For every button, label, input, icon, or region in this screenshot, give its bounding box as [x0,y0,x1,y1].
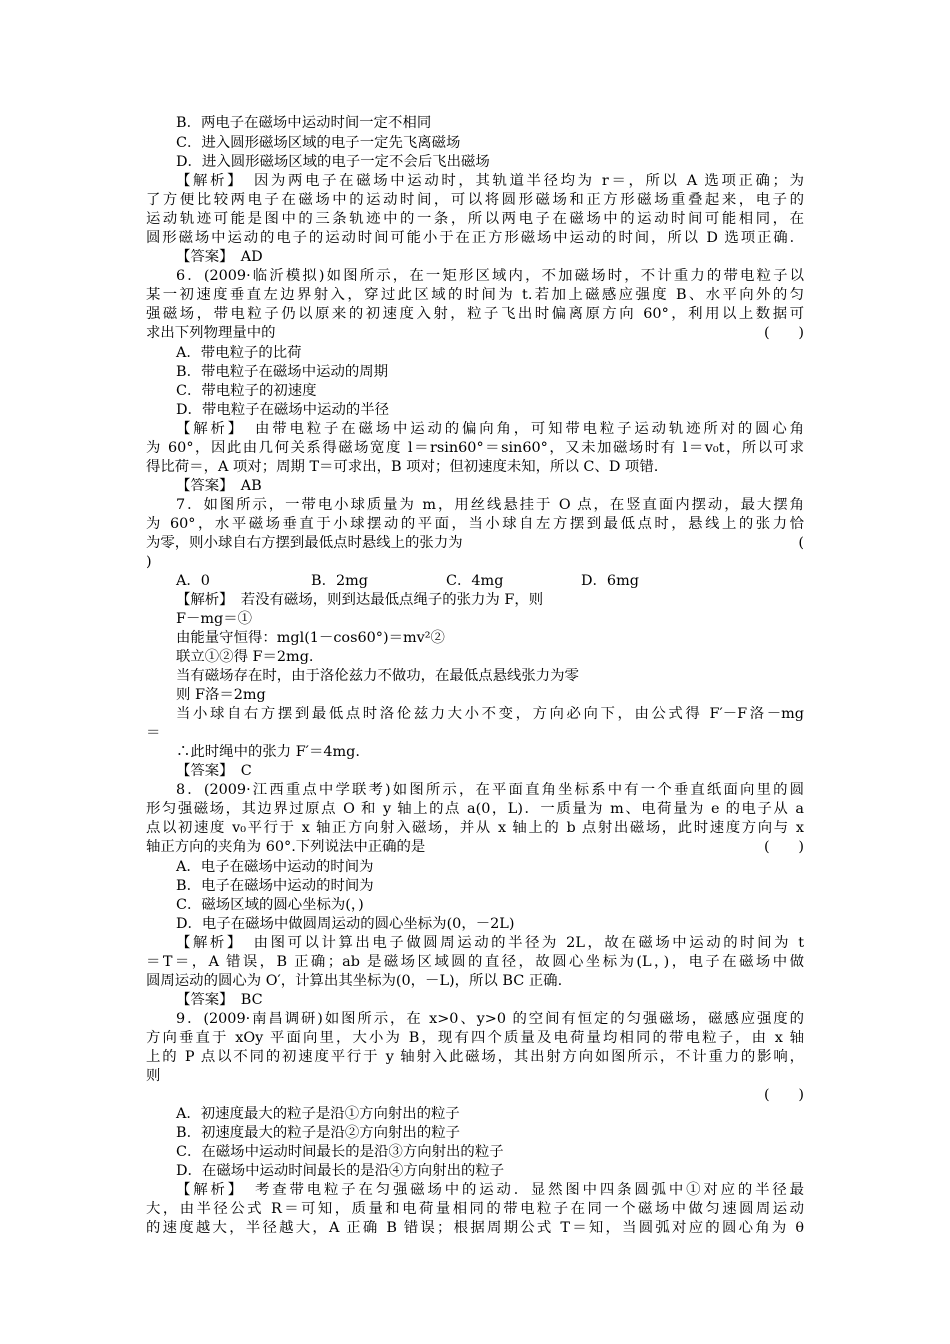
text-line [176,153,804,172]
line-text: A．电子在磁场中运动的时间为 [176,859,374,875]
line-text: 则 [146,1068,161,1084]
text-line [176,382,804,401]
line-text: 运动轨迹可能是图中的三条轨迹中的一条，所以两电子在磁场中的运动时间可能相同，在 [146,211,804,227]
text-line [146,1029,804,1048]
line-text: 【解析】 若没有磁场，则到达最低点绳子的张力为 F，则 [176,592,544,608]
line-text: 8．(2009·江西重点中学联考)如图所示，在平面直角坐标系中有一个垂直纸面向里的圆 [176,782,804,798]
line-text: ) [146,554,152,570]
text-line [146,305,804,324]
text-line [146,458,804,477]
text-line [176,572,804,591]
text-line [176,743,804,762]
line-text: 【答案】 C [176,763,252,779]
line-text: 圆形磁场中运动的电子的运动时间可能小于在正方形磁场中运动的时间，所以 D 选项正确． [146,230,804,246]
line-text: 了方便比较两电子在磁场中的运动时间，可以将圆形磁场和正方形磁场重叠起来，电子的 [146,192,804,208]
line-text: 为 60°，水平磁场垂直于小球摆动的平面，当小球自左方摆到最低点时，悬线上的张力恰 [146,516,804,532]
text-line [176,781,804,800]
line-text: D．在磁场中运动时间最长的是沿④方向射出的粒子 [176,1163,505,1179]
text-line [146,972,804,991]
line-text: 当小球自右方摆到最低点时洛伦兹力大小不变，方向必向下，由公式得 F′－F洛－mg [176,706,804,722]
line-text: 求出下列物理量中的 [146,325,276,341]
line-text: 则 F洛＝2mg [176,687,266,703]
line-text: A．初速度最大的粒子是沿①方向射出的粒子 [176,1106,460,1122]
answer-bracket: ( [798,535,804,551]
line-text: 联立①②得 F＝2mg. [176,649,314,665]
text-line [176,267,804,286]
text-line [146,1200,804,1219]
answer-bracket: ( ) [763,325,804,341]
line-text: D．带电粒子在磁场中运动的半径 [176,402,390,418]
text-line [176,344,804,363]
line-text: ＝ [146,725,161,741]
text-line [176,1162,804,1181]
text-line [146,1067,804,1086]
line-text: 【解析】 因为两电子在磁场中运动时，其轨道半径均为 r＝，所以 A 选项正确；为 [176,173,804,189]
text-line [176,1105,804,1124]
text-line [146,553,804,572]
text-line [176,172,804,191]
text-line [146,838,804,857]
text-line [176,477,804,496]
line-text: 为 60°，因此由几何关系得磁场宽度 l＝rsin60°＝sin60°，又未加磁场时有 l＝v₀t，所以可求 [146,440,804,456]
text-line [146,286,804,305]
line-text: C．带电粒子的初速度 [176,383,317,399]
text-line [176,686,804,705]
line-text: 上的 P 点以不同的初速度平行于 y 轴射入此磁场，其出射方向如图所示，不计重力的影响， [146,1049,804,1065]
text-line [146,515,804,534]
text-line [176,934,804,953]
answer-bracket: ( ) [763,839,804,855]
text-line [146,800,804,819]
text-line [146,534,804,553]
line-text: 形匀强磁场，其边界过原点 O 和 y 轴上的点 a(0，L)．一质量为 m、电荷量为 e 的电子从 a [146,801,804,817]
answer-option: C．4mg [446,573,504,589]
text-line [146,324,804,343]
line-text: 当有磁场存在时，由于洛伦兹力不做功，在最低点悬线张力为零 [176,668,579,684]
text-line [176,629,804,648]
line-text: 由能量守恒得：mgl(1－cos60°)＝mv²② [176,630,445,646]
text-line [146,439,804,458]
text-line [176,591,804,610]
line-text: 轴正方向的夹角为 60°.下列说法中正确的是 [146,839,426,855]
line-text: 大，由半径公式 R＝可知，质量和电荷量相同的带电粒子在同一个磁场中做匀速圆周运动 [146,1201,804,1217]
text-line [176,610,804,629]
answer-option: D．6mg [581,573,639,589]
line-text: 的速度越大，半径越大，A 正确 B 错误；根据周期公式 T＝知，当圆弧对应的圆心角为 θ [146,1220,804,1236]
line-text: 【解析】 由带电粒子在磁场中运动的偏向角，可知带电粒子运动轨迹所对的圆心角 [176,421,804,437]
line-text: 【解析】 由图可以计算出电子做圆周运动的半径为 2L，故在磁场中运动的时间为 t [176,935,804,951]
text-line [146,819,804,838]
line-text: B．电子在磁场中运动的时间为 [176,878,374,894]
line-text: C．在磁场中运动时间最长的是沿③方向射出的粒子 [176,1144,504,1160]
line-text: 【答案】 AD [176,249,263,265]
line-text: 7．如图所示，一带电小球质量为 m，用丝线悬挂于 O 点，在竖直面内摆动，最大摆角 [176,497,804,513]
text-line [176,915,804,934]
answer-option: B．2mg [311,573,368,589]
line-text: 强磁场，带电粒子仍以原来的初速度入射，粒子飞出时偏离原方向 60°，利用以上数据可 [146,306,804,322]
text-line [176,401,804,420]
text-line [176,1010,804,1029]
line-text: 圆周运动的圆心为 O′，计算出其坐标为(0，－L)，所以 BC 正确. [146,973,563,989]
line-text: 某一初速度垂直左边界射入，穿过此区域的时间为 t.若加上磁感应强度 B、水平向外的匀 [146,287,804,303]
line-text: F－mg＝① [176,611,253,627]
line-text: 点以初速度 v₀平行于 x 轴正方向射入磁场，并从 x 轴上的 b 点射出磁场，此时速度方向与 x [146,820,804,836]
line-text: ＝T＝，A 错误，B 正确；ab 是磁场区域圆的直径，故圆心坐标为(L，)，电子在磁场中做 [146,954,804,970]
text-line [176,363,804,382]
text-line [176,134,804,153]
line-text: D．电子在磁场中做圆周运动的圆心坐标为(0，－2L) [176,916,515,932]
text-line [176,496,804,515]
text-line [176,420,804,439]
line-text: 【答案】 AB [176,478,262,494]
text-line [146,191,804,210]
line-text: B．初速度最大的粒子是沿②方向射出的粒子 [176,1125,460,1141]
text-line [176,762,804,781]
line-text: 得比荷＝，A 项对；周期 T＝可求出，B 项对；但初速度未知，所以 C、D 项错. [146,459,659,475]
text-line [176,877,804,896]
line-text: B．两电子在磁场中运动时间一定不相同 [176,115,432,131]
line-text: 9．(2009·南昌调研)如图所示，在 x>0、y>0 的空间有恒定的匀强磁场，磁感应强度的 [176,1011,804,1027]
text-line [176,858,804,877]
text-line [176,1143,804,1162]
line-text: 【解析】 考查带电粒子在匀强磁场中的运动．显然图中四条圆弧中①对应的半径最 [176,1182,804,1198]
text-line [176,896,804,915]
line-text: 为零，则小球自右方摆到最低点时悬线上的张力为 [146,535,463,551]
text-line [176,667,804,686]
line-text: C．磁场区域的圆心坐标为(，) [176,897,364,913]
text-line [176,648,804,667]
text-line [146,724,804,743]
line-text: 【答案】 BC [176,992,263,1008]
text-line [146,953,804,972]
text-line [146,210,804,229]
text-line [176,114,804,133]
line-text: ∴此时绳中的张力 F′＝4mg. [176,744,360,760]
line-text: C．进入圆形磁场区域的电子一定先飞离磁场 [176,135,461,151]
line-text: 6．(2009·临沂模拟)如图所示，在一矩形区域内，不加磁场时，不计重力的带电粒子以 [176,268,804,284]
line-text: A．带电粒子的比荷 [176,345,302,361]
text-line [146,1219,804,1238]
line-text: D．进入圆形磁场区域的电子一定不会后飞出磁场 [176,154,490,170]
line-text: B．带电粒子在磁场中运动的周期 [176,364,389,380]
answer-bracket: ( ) [763,1087,804,1103]
text-line [176,248,804,267]
text-line [146,229,804,248]
text-line [146,1048,804,1067]
text-line [176,991,804,1010]
text-line [176,705,804,724]
line-text: 方向垂直于 xOy 平面向里，大小为 B，现有四个质量及电荷量均相同的带电粒子，由 x 轴 [146,1030,804,1046]
text-line [176,1124,804,1143]
answer-option: A．0 [176,573,210,589]
text-line [176,1181,804,1200]
